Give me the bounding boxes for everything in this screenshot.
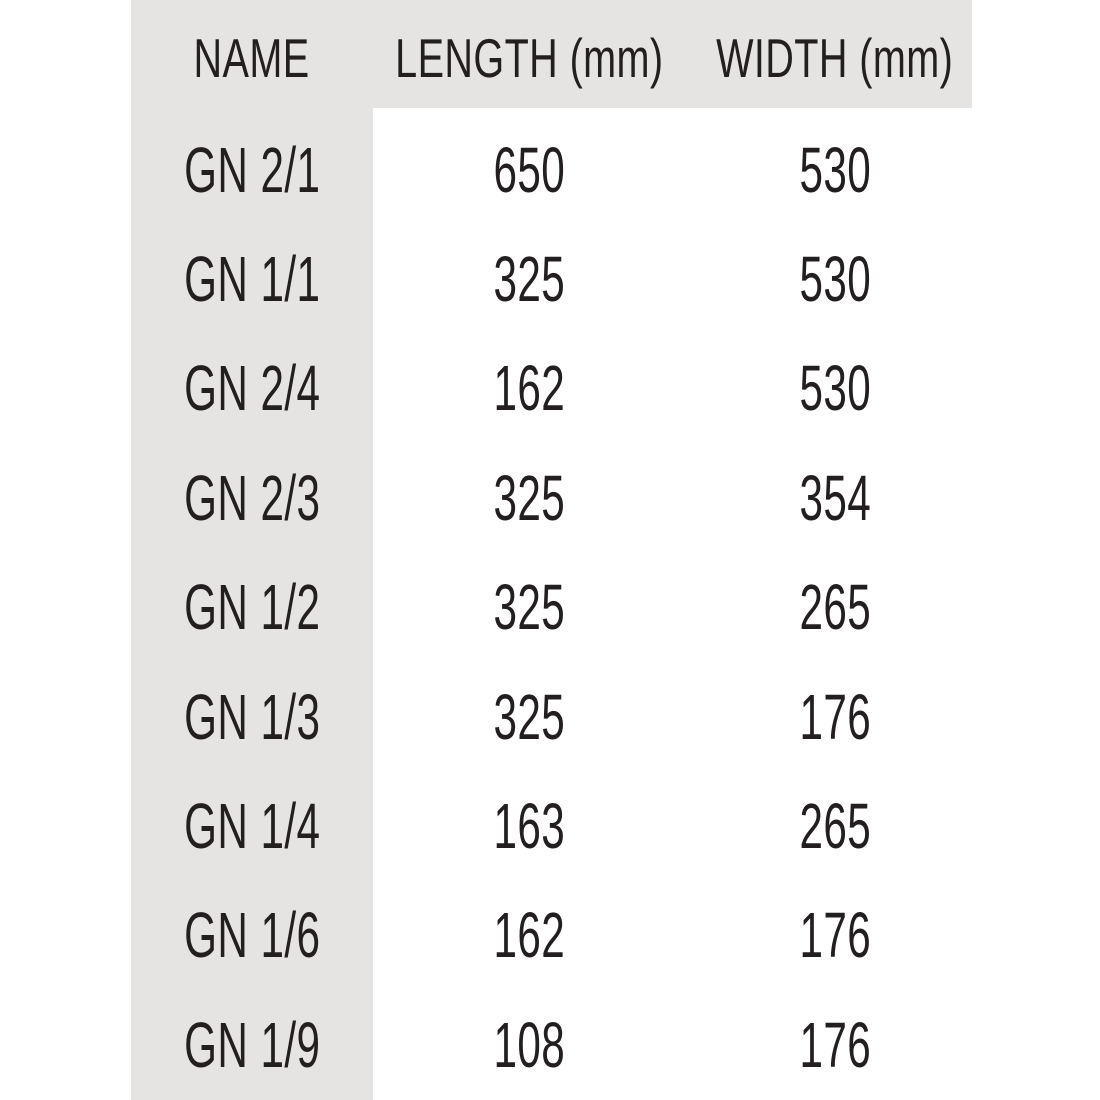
row-length-value: 162: [493, 352, 565, 425]
table-row-name: [131, 553, 373, 662]
table-row-width: [685, 224, 985, 333]
table-row-length: [373, 662, 685, 771]
table-row-width: [685, 334, 985, 443]
table-row-name: [131, 334, 373, 443]
row-length-value: 108: [493, 1008, 565, 1081]
table-row-width: [685, 990, 985, 1099]
row-width-value: 530: [799, 133, 871, 206]
row-name-value: GN 1/2: [183, 571, 321, 644]
column-header-width: [685, 0, 985, 115]
table-row-length: [373, 224, 685, 333]
row-width-value: 176: [799, 680, 871, 753]
row-length-value: 163: [493, 790, 565, 863]
table-row-length: [373, 553, 685, 662]
row-length-value: 650: [493, 133, 565, 206]
row-name-value: GN 2/3: [183, 461, 321, 534]
row-width-value: 176: [799, 1008, 871, 1081]
row-length-value: 325: [493, 243, 565, 316]
table-row-name: [131, 443, 373, 552]
row-width-value: 265: [799, 571, 871, 644]
row-length-value: 325: [493, 461, 565, 534]
table-row-length: [373, 443, 685, 552]
gn-size-table: [131, 0, 985, 1100]
column-header-name: [131, 0, 373, 115]
table-row-width: [685, 771, 985, 880]
table-row-width: [685, 662, 985, 771]
table-row-name: [131, 881, 373, 990]
row-name-value: GN 2/1: [183, 133, 321, 206]
table-row-length: [373, 881, 685, 990]
table-row-width: [685, 881, 985, 990]
row-width-value: 354: [799, 461, 871, 534]
table-row-length: [373, 771, 685, 880]
table-row-name: [131, 662, 373, 771]
column-header-length-label: LENGTH (mm): [394, 26, 664, 89]
row-name-value: GN 1/3: [183, 680, 321, 753]
table-row-width: [685, 115, 985, 224]
column-header-width-label: WIDTH (mm): [716, 26, 954, 89]
row-name-value: GN 1/1: [183, 243, 321, 316]
column-header-name-label: NAME: [193, 26, 310, 89]
row-name-value: GN 1/4: [183, 790, 321, 863]
table-row-name: [131, 224, 373, 333]
row-length-value: 325: [493, 680, 565, 753]
table-row-length: [373, 334, 685, 443]
table-row-name: [131, 771, 373, 880]
table-row-length: [373, 990, 685, 1099]
row-name-value: GN 1/9: [183, 1008, 321, 1081]
table-row-name: [131, 990, 373, 1099]
table-row-width: [685, 553, 985, 662]
row-width-value: 265: [799, 790, 871, 863]
row-name-value: GN 1/6: [183, 899, 321, 972]
row-name-value: GN 2/4: [183, 352, 321, 425]
row-width-value: 530: [799, 352, 871, 425]
row-width-value: 176: [799, 899, 871, 972]
table-row-width: [685, 443, 985, 552]
table-row-length: [373, 115, 685, 224]
row-length-value: 325: [493, 571, 565, 644]
column-header-length: [373, 0, 685, 115]
row-length-value: 162: [493, 899, 565, 972]
table-row-name: [131, 115, 373, 224]
row-width-value: 530: [799, 243, 871, 316]
